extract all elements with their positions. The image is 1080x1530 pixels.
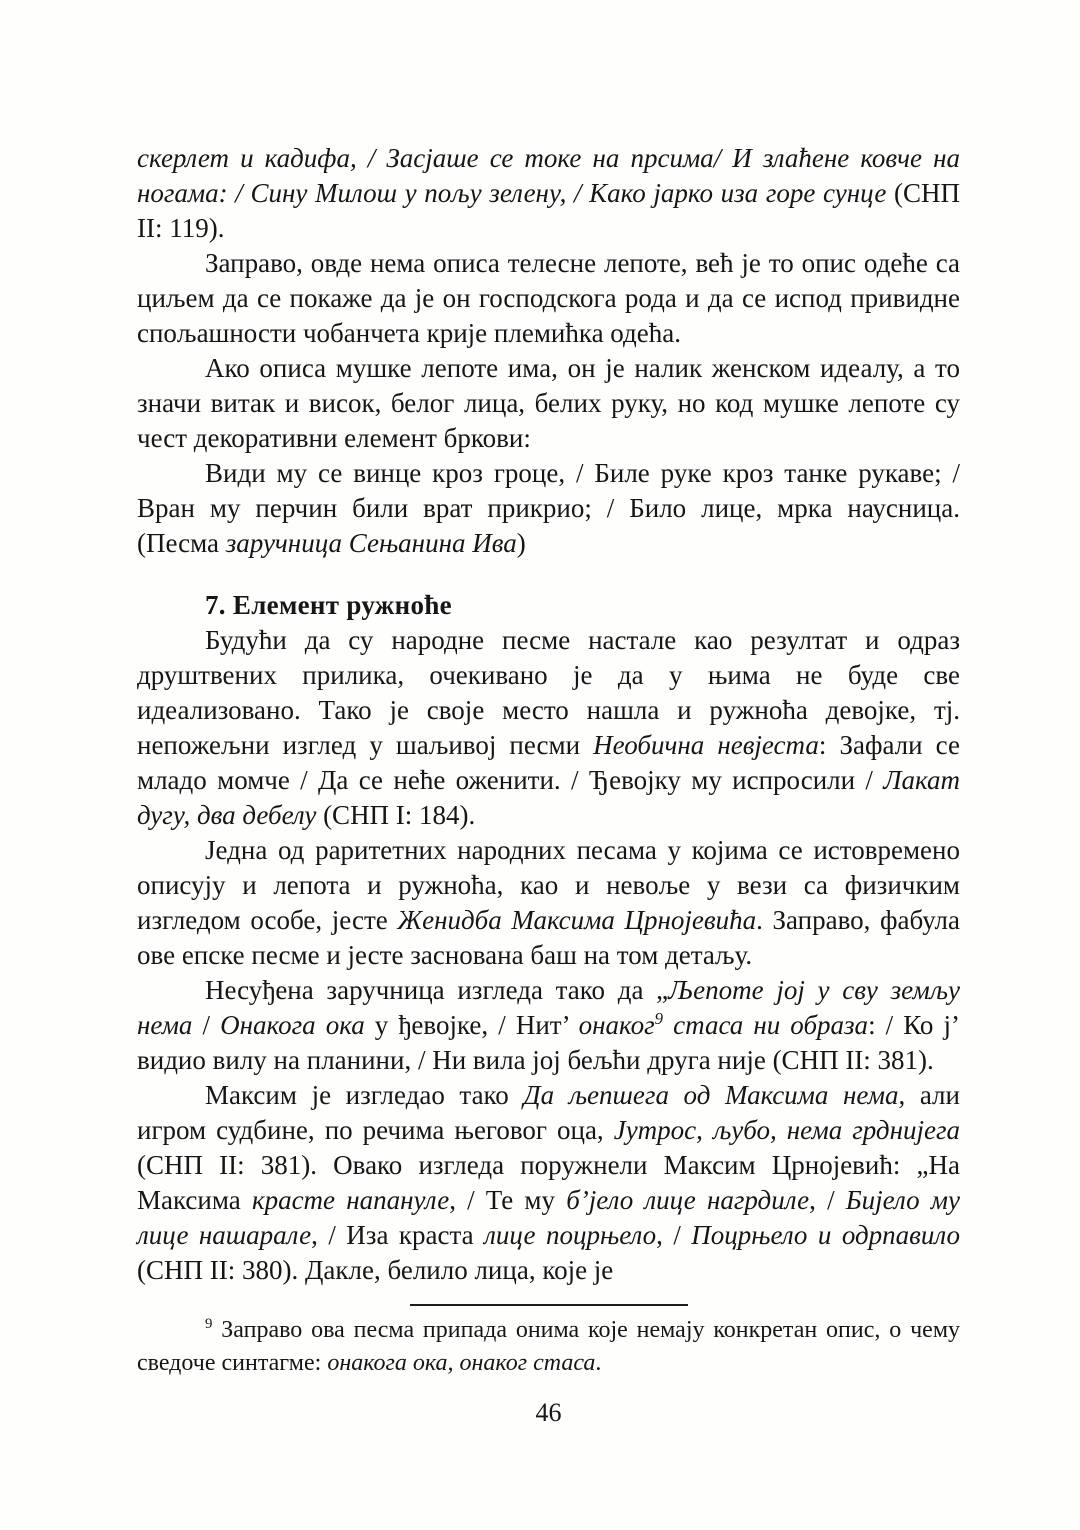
text-run: Једна од раритетних народних песама у којима се истовремено описују и лепота и ружноћа, као и невоље у вези са физичким изгледом особе, јесте bbox=[137, 835, 960, 935]
verse-run: Онакога ока bbox=[220, 1010, 365, 1040]
source-ref: (СНП II: 119). bbox=[137, 178, 960, 243]
song-title-run: Женидба Максима Црнојевића bbox=[397, 905, 757, 935]
verse-run: б’јело лице нагрдиле bbox=[566, 1185, 810, 1215]
text-run: , / bbox=[656, 1220, 692, 1250]
footnote-italic-run: онакога ока, онаког стаса bbox=[327, 1350, 596, 1376]
text-run: Ако описа мушке лепоте има, он је налик женском идеалу, а то значи витак и висок, белог лица, белих руку, но код мушке лепоте су чест декоративни елемент бркови: bbox=[137, 353, 960, 453]
text-run: Заправо, овде нема описа телесне лепоте, већ је то опис одеће са циљем да се покаже да је он господскога рода и да се испод привидне спољашности чобанчета крије племићка одећа. bbox=[137, 248, 960, 348]
page-number: 46 bbox=[535, 1398, 562, 1427]
verse-run: Да љепшега од Максима нема bbox=[523, 1080, 899, 1110]
footnote-run: . bbox=[595, 1350, 602, 1376]
text-run: , / bbox=[809, 1185, 846, 1215]
paragraph bbox=[137, 833, 960, 973]
verse-run: онаког bbox=[578, 1010, 655, 1040]
text-run: : Зафали се младо момче / Да се неће оженити. / Ђевојку му испросили / bbox=[137, 730, 960, 795]
main-text bbox=[137, 141, 960, 1288]
verse-run: Поцрњело и одрпавило bbox=[691, 1220, 960, 1250]
text-run: : / Ко ј’ видио вилу на планини, / Ни вила јој бељћи друга није (СНП II: 381). bbox=[137, 1010, 960, 1075]
text-run: . Заправо, фабула ове епске песме и јесте заснована баш на том детаљу. bbox=[137, 905, 960, 970]
text-run: (СНП II: 381). Овако изгледа поружнели Максим Црнојевић: „На Максима bbox=[137, 1150, 960, 1215]
section-heading: 7. Елемент ружноће bbox=[205, 590, 452, 620]
footnote-divider bbox=[410, 1304, 688, 1306]
paragraph-verse bbox=[137, 456, 960, 561]
text-run: Несуђена заручница изгледа тако да „ bbox=[205, 975, 669, 1005]
text-run: , али игром судбине, по речима његовог оца, bbox=[137, 1080, 960, 1145]
verse-run: красте напануле bbox=[251, 1185, 450, 1215]
text-run: , / Те му bbox=[449, 1185, 567, 1215]
song-title-run: Необична невјеста bbox=[593, 730, 819, 760]
paragraph bbox=[137, 246, 960, 351]
footnote-text bbox=[137, 1314, 960, 1380]
text-run: , / Иза краста bbox=[311, 1220, 485, 1250]
paragraph bbox=[137, 623, 960, 833]
verse-run: скерлет и кадифа, / Засјаше се токе на прсима/ И злаћене ковче на ногама: / Сину Милош у пољу зелену, / Како јарко иза горе сунце bbox=[137, 143, 960, 208]
source-ref: (СНП I: 184). bbox=[316, 800, 476, 830]
text-run: Види му се винце кроз гроце, / Биле руке кроз танке рукаве; / Вран му перчин били врат прикрио; / Било лице, мрка наусница. (Песма bbox=[137, 458, 960, 558]
verse-run: Лакат дугу, два дебелу bbox=[137, 765, 960, 830]
footnote-marker: 9 bbox=[205, 1316, 213, 1332]
text-run: (СНП II: 380). Дакле, белило лица, које је bbox=[137, 1255, 614, 1285]
paragraph bbox=[137, 351, 960, 456]
verse-run: Јутрос, љубо, нема грднијега bbox=[613, 1115, 960, 1145]
verse-run: лице поцрњело bbox=[484, 1220, 657, 1250]
text-run: у ђевојке, / Нит’ bbox=[364, 1010, 579, 1040]
text-run: Максим је изгледао тако bbox=[205, 1080, 524, 1110]
footnote-run: Заправо ова песма припада онима које немају конкретан опис, о чему сведоче синтагме: bbox=[137, 1317, 960, 1376]
paragraph bbox=[137, 973, 960, 1078]
song-title-run: заручница Сењанина Ива bbox=[225, 528, 517, 558]
text-run: Будући да су народне песме настале као резултат и одраз друштвених прилика, очекивано је да у њима не буде све идеализовано. Тако је своје место нашла и ружноћа девојке, тј. непожељни изглед у шаљивој песми bbox=[137, 625, 960, 760]
verse-run: Љепоте јој у сву земљу нема bbox=[137, 975, 961, 1040]
paragraph-verse-continuation bbox=[137, 141, 960, 246]
verse-run: стаса ни образа bbox=[663, 1010, 869, 1040]
verse-run: Бијело му лице нашарале bbox=[137, 1185, 960, 1250]
text-run: / bbox=[192, 1010, 221, 1040]
paragraph bbox=[137, 1078, 960, 1288]
text-run: ) bbox=[516, 528, 526, 558]
footnote-reference: 9 bbox=[654, 1009, 664, 1028]
